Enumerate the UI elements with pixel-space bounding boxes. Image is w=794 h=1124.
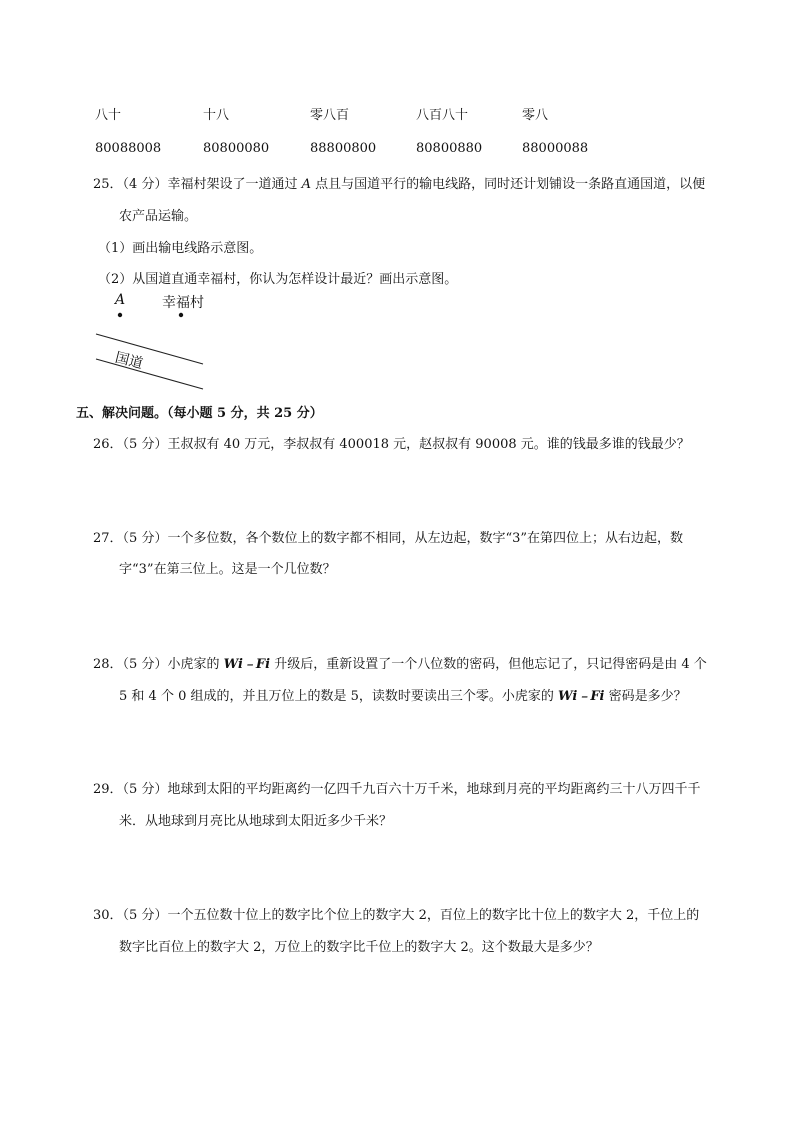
road-line-lower <box>96 359 203 389</box>
number-item: 80088008 <box>95 141 162 156</box>
point-a-label: A <box>115 292 126 308</box>
question-25-text-a: 25．（4 分）幸福村架设了一道通过 <box>93 177 302 192</box>
word-item: 八百八十 <box>416 108 469 123</box>
question-28-text-d: 密码是多少？ <box>604 689 687 704</box>
word-item: 零八 <box>522 108 549 123</box>
question-30-line-2: 数字比百位上的数字大 2，万位上的数字比千位上的数字大 2。这个数最大是多少？ <box>119 940 599 955</box>
point-a-dot <box>118 313 122 317</box>
word-item: 八十 <box>95 108 122 123</box>
question-30-line-1: 30．（5 分）一个五位数十位上的数字比个位上的数字大 2，百位上的数字比十位上的数字大 2，千位上的 <box>93 908 700 923</box>
village-dot <box>179 313 183 317</box>
question-28-text-b: 升级后，重新设置了一个八位数的密码，但他忘记了，只记得密码是由 4 个 <box>270 657 707 672</box>
wifi-term: Wi﹣Fi <box>558 689 605 704</box>
wifi-term: Wi﹣Fi <box>223 657 271 672</box>
question-26: 26．（5 分）王叔叔有 40 万元，李叔叔有 400018 元，赵叔叔有 90008 元。谁的钱最多谁的钱最少？ <box>93 437 690 452</box>
word-item: 十八 <box>203 108 230 123</box>
village-label: 幸福村 <box>162 295 204 311</box>
point-a-variable: A <box>301 177 311 192</box>
road-label: 国道 <box>113 349 145 373</box>
question-29-line-2: 米．从地球到月亮比从地球到太阳近多少千米？ <box>119 814 393 829</box>
question-28-text-c: 5 和 4 个 0 组成的，并且万位上的数是 5，读数时要读出三个零。小虎家的 <box>119 689 559 704</box>
question-25-sub-2: （2）从国道直通幸福村，你认为怎样设计最近？画出示意图。 <box>98 272 458 287</box>
question-25-text-b: 点且与国道平行的输电线路，同时还计划铺设一条路直通国道，以便 <box>310 177 706 192</box>
question-27-line-2: 字“3”在第三位上。这是一个几位数？ <box>119 562 336 577</box>
question-25-sub-1: （1）画出输电线路示意图。 <box>98 241 263 256</box>
question-25-line-2: 农产品运输。 <box>119 209 198 224</box>
question-27-line-1: 27．（5 分）一个多位数，各个数位上的数字都不相同，从左边起，数字“3”在第四位上；从右边起，数 <box>93 531 684 546</box>
question-28-text-a: 28．（5 分）小虎家的 <box>93 657 224 672</box>
question-29-line-1: 29．（5 分）地球到太阳的平均距离约一亿四千九百六十万千米，地球到月亮的平均距离约三十八万四千千 <box>93 782 701 797</box>
number-item: 88800800 <box>310 141 377 156</box>
number-item: 80800080 <box>203 141 270 156</box>
road-line-upper <box>96 334 203 364</box>
number-item: 88000088 <box>522 141 589 156</box>
number-item: 80800880 <box>416 141 483 156</box>
question-28-line-2 <box>119 685 687 704</box>
section-5-heading: 五、解决问题。（每小题 5 分，共 25 分） <box>76 406 323 421</box>
word-item: 零八百 <box>310 108 350 123</box>
question-28-line-1 <box>93 653 707 672</box>
